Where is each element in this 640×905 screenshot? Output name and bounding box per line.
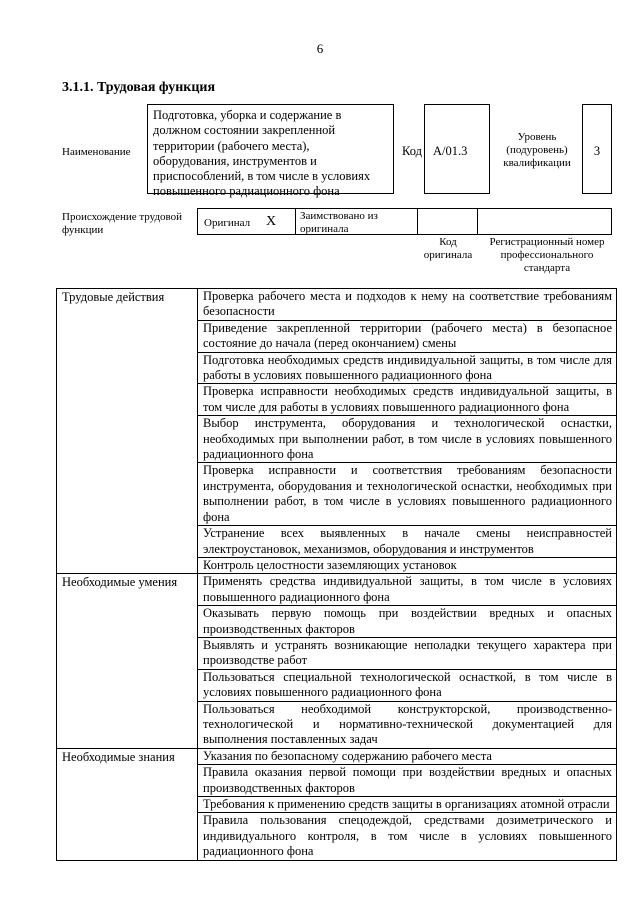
borrowed-cell: Заимствовано из оригинала: [295, 208, 418, 235]
item-cell: Указания по безопасному содержанию рабочего места: [198, 748, 617, 764]
item-cell: Правила оказания первой помощи при воздействии вредных и опасных производственных факторов: [198, 765, 617, 797]
origin-label: Происхождение трудовой функции: [62, 211, 183, 236]
item-cell: Пользоваться специальной технологической оснасткой, в том числе в условиях повышенного радиационного фона: [198, 669, 617, 701]
item-cell: Выбор инструмента, оборудования и технологической оснастки, необходимых при выполнении работ, в том числе в условиях повышенного радиационного фона: [198, 416, 617, 463]
code-value-box: A/01.3: [424, 104, 490, 194]
item-cell: Устранение всех выявленных в начале смены неисправностей электроустановок, механизмов, оборудования и инструментов: [198, 526, 617, 558]
item-cell: Оказывать первую помощь при воздействии вредных и опасных производственных факторов: [198, 606, 617, 638]
reg-number-cell: [477, 208, 612, 235]
item-cell: Применять средства индивидуальной защиты, в том числе в условиях повышенного радиационного фона: [198, 574, 617, 606]
code-original-caption: Код оригинала: [423, 236, 473, 261]
page-number: 6: [316, 41, 324, 56]
level-value-box: 3: [582, 104, 612, 194]
category-cell: Необходимые умения: [57, 574, 198, 748]
item-cell: Проверка исправности необходимых средств индивидуальной защиты, в том числе для работы в условиях повышенного радиационного фона: [198, 384, 617, 416]
level-label: Уровень (подуровень) квалификации: [503, 131, 571, 169]
reg-number-caption: Регистрационный номер профессионального стандарта: [489, 236, 605, 274]
original-label: Оригинал: [204, 217, 251, 229]
item-cell: Проверка рабочего места и подходов к нему на соответствие требованиям безопасности: [198, 289, 617, 321]
item-cell: Контроль целостности заземляющих установок: [198, 557, 617, 573]
original-mark: X: [266, 214, 277, 229]
function-name-box: Подготовка, уборка и содержание в должном состоянии закрепленной территории (рабочего места), оборудования, инструментов и приспособлений, в том числе в условиях повышенного радиационного фона: [147, 104, 394, 194]
table-row: [57, 748, 617, 764]
item-cell: Приведение закрепленной территории (рабочего места) в безопасное состояние до начала (перед окончанием) смены: [198, 320, 617, 352]
item-cell: Правила пользования спецодеждой, средствами дозиметрического и индивидуального контроля, в том числе в условиях повышенного радиационного фона: [198, 813, 617, 860]
section-title: 3.1.1. Трудовая функция: [62, 80, 216, 95]
category-cell: Необходимые знания: [57, 748, 198, 860]
competency-table: [56, 288, 617, 861]
table-row: [57, 289, 617, 321]
original-cell: [197, 208, 296, 235]
table-row: [57, 574, 617, 606]
item-cell: Проверка исправности и соответствия требованиям безопасности инструмента, оборудования и технологической оснастки, необходимых при выполнении работ, в том числе в условиях повышенного радиационного фона: [198, 463, 617, 526]
code-original-cell: [417, 208, 478, 235]
item-cell: Требования к применению средств защиты в организациях атомной отрасли: [198, 797, 617, 813]
item-cell: Пользоваться необходимой конструкторской, производственно-технологической и нормативно-технической документацией для выполнения поставленных задач: [198, 701, 617, 748]
code-label: Код: [402, 144, 422, 158]
item-cell: Подготовка необходимых средств индивидуальной защиты, в том числе для работы в условиях повышенного радиационного фона: [198, 352, 617, 384]
item-cell: Выявлять и устранять возникающие неполадки текущего характера при производстве работ: [198, 637, 617, 669]
category-cell: Трудовые действия: [57, 289, 198, 574]
name-label: Наименование: [62, 146, 131, 158]
